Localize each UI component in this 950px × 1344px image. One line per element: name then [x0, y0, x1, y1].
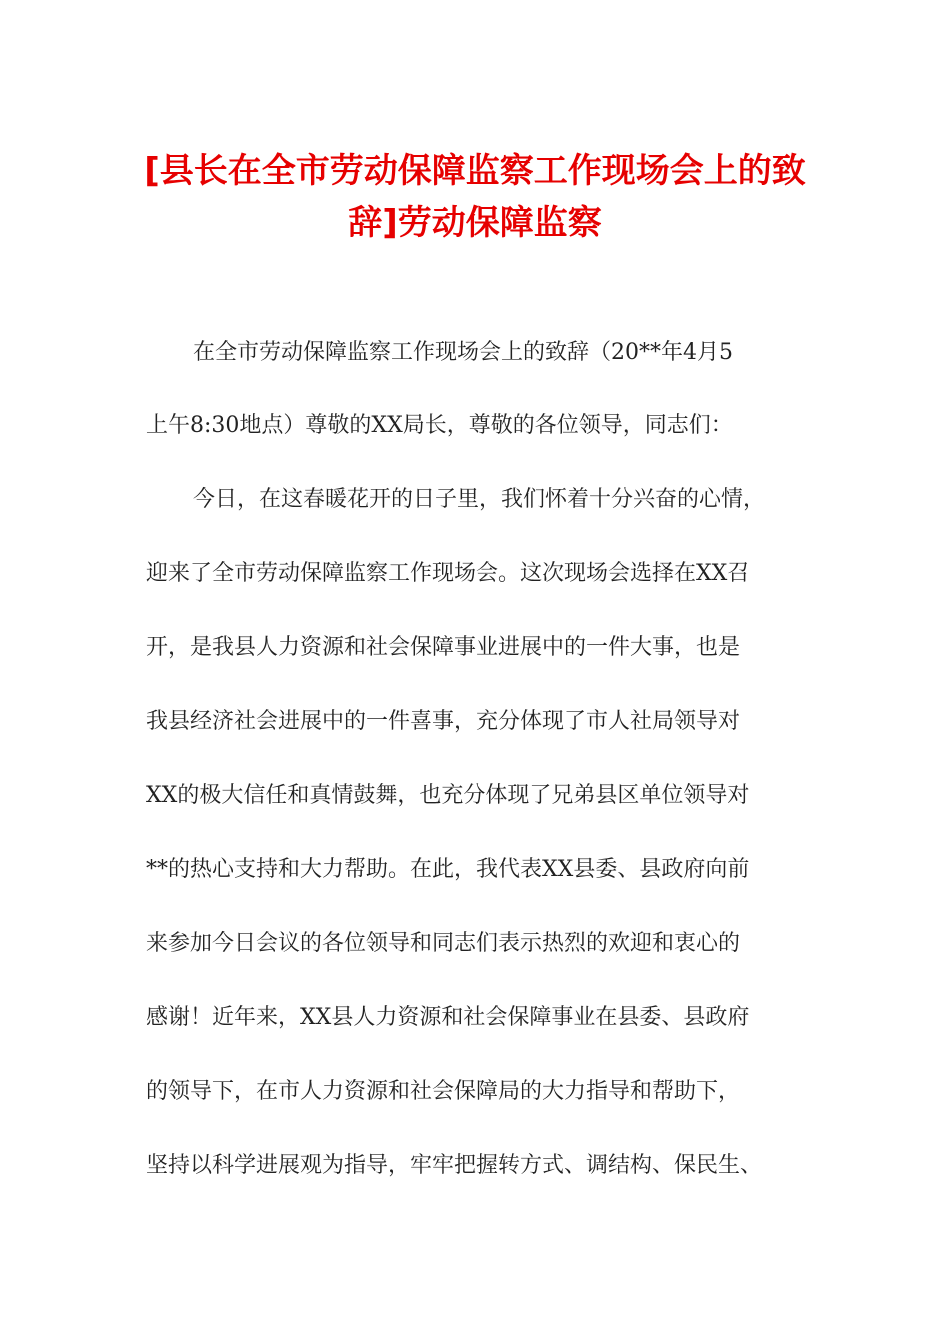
body-line-3: 今日，在这春暖花开的日子里，我们怀着十分兴奋的心情， [193, 487, 766, 512]
body-line-10: 感谢！近年来，XX县人力资源和社会保障事业在县委、县政府 [146, 1005, 750, 1030]
body-line-4: 迎来了全市劳动保障监察工作现场会。这次现场会选择在XX召 [146, 561, 750, 586]
title-line-1: [县长在全市劳动保障监察工作现场会上的致 [144, 151, 806, 191]
body-line-7: XX的极大信任和真情鼓舞，也充分体现了兄弟县区单位领导对 [146, 783, 750, 808]
body-line-12: 坚持以科学进展观为指导，牢牢把握转方式、调结构、保民生、 [146, 1153, 763, 1178]
body-line-5: 开，是我县人力资源和社会保障事业进展中的一件大事，也是 [146, 635, 741, 660]
body-line-9: 来参加今日会议的各位领导和同志们表示热烈的欢迎和衷心的 [146, 931, 741, 956]
body-line-8: **的热心支持和大力帮助。在此，我代表XX县委、县政府向前 [146, 857, 750, 882]
body-line-1: 在全市劳动保障监察工作现场会上的致辞（20**年4月5 [193, 340, 733, 365]
body-line-2: 上午8:30地点）尊敬的XX局长，尊敬的各位领导，同志们： [146, 413, 733, 438]
body-line-6: 我县经济社会进展中的一件喜事，充分体现了市人社局领导对 [146, 709, 741, 734]
document-title [100, 145, 850, 249]
title-line-2: 辞]劳动保障监察 [348, 203, 602, 243]
body-line-11: 的领导下，在市人力资源和社会保障局的大力指导和帮助下， [146, 1079, 741, 1104]
